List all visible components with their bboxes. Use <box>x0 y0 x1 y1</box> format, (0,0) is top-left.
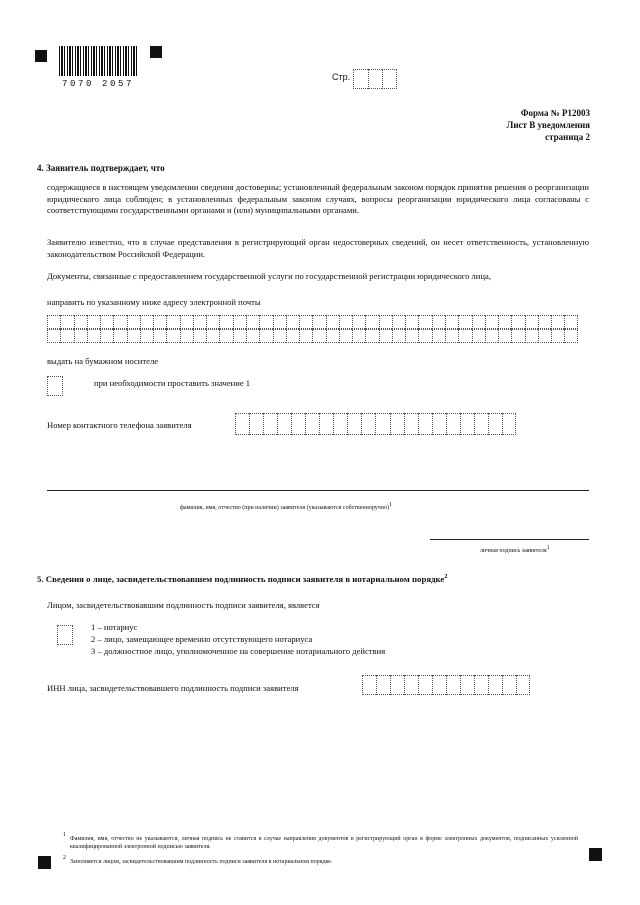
registration-mark-bottom-right <box>589 848 602 861</box>
input-cell[interactable] <box>233 329 246 343</box>
sheet-title: Лист В уведомления <box>506 120 590 130</box>
input-cell[interactable] <box>153 315 166 329</box>
signature-line <box>430 539 589 540</box>
input-cell[interactable] <box>458 329 471 343</box>
input-cell[interactable] <box>379 315 392 329</box>
input-cell[interactable] <box>472 329 485 343</box>
input-cell[interactable] <box>390 675 404 695</box>
input-cell[interactable] <box>273 315 286 329</box>
input-cell[interactable] <box>299 315 312 329</box>
phone-field[interactable] <box>235 413 516 435</box>
input-cell[interactable] <box>219 315 232 329</box>
barcode-number: 7070 2057 <box>62 79 135 89</box>
input-cell[interactable] <box>312 329 325 343</box>
input-cell[interactable] <box>564 329 577 343</box>
input-cell[interactable] <box>362 675 376 695</box>
input-cell[interactable] <box>259 329 272 343</box>
option-substitute: 2 – лицо, замещающее временно отсутствующего нотариуса <box>91 634 313 644</box>
input-cell[interactable] <box>206 329 219 343</box>
input-cell[interactable] <box>538 329 551 343</box>
input-cell[interactable] <box>445 329 458 343</box>
input-cell[interactable] <box>511 329 524 343</box>
input-cell[interactable] <box>502 675 516 695</box>
input-cell[interactable] <box>180 329 193 343</box>
input-cell[interactable] <box>193 315 206 329</box>
input-cell[interactable] <box>235 413 249 435</box>
input-cell[interactable] <box>352 329 365 343</box>
input-cell[interactable] <box>551 315 564 329</box>
input-cell[interactable] <box>339 315 352 329</box>
input-cell[interactable] <box>375 413 389 435</box>
input-cell[interactable] <box>361 413 375 435</box>
person-label: Лицом, засвидетельствовавшим подлинность подписи заявителя, является <box>47 600 320 610</box>
input-cell[interactable] <box>259 315 272 329</box>
input-cell[interactable] <box>405 315 418 329</box>
input-cell[interactable] <box>460 413 474 435</box>
page-title: страница 2 <box>545 132 590 142</box>
input-cell[interactable] <box>516 675 530 695</box>
input-cell[interactable] <box>166 315 179 329</box>
input-cell[interactable] <box>525 329 538 343</box>
input-cell[interactable] <box>166 329 179 343</box>
input-cell[interactable] <box>365 315 378 329</box>
input-cell[interactable] <box>277 413 291 435</box>
input-cell[interactable] <box>140 315 153 329</box>
email-label: направить по указанному ниже адресу электронной почты <box>47 297 261 307</box>
input-cell[interactable] <box>273 329 286 343</box>
input-cell[interactable] <box>74 315 87 329</box>
input-cell[interactable] <box>60 315 73 329</box>
input-cell[interactable] <box>347 413 361 435</box>
name-signature-line <box>47 490 589 491</box>
input-cell[interactable] <box>404 675 418 695</box>
input-cell[interactable] <box>502 413 516 435</box>
footnote-1: Фамилия, имя, отчество не указываются, личная подпись не ставится в случае направления документов в регистрирующий орган в форме электронных документов, подписанных усиленной квалифицированной электронной подписью заявителя. <box>70 836 578 850</box>
input-cell[interactable] <box>319 413 333 435</box>
input-cell[interactable] <box>299 329 312 343</box>
input-cell[interactable] <box>305 413 319 435</box>
input-cell[interactable] <box>446 675 460 695</box>
input-cell[interactable] <box>246 315 259 329</box>
input-cell[interactable] <box>498 315 511 329</box>
input-cell[interactable] <box>488 413 502 435</box>
input-cell[interactable] <box>286 329 299 343</box>
input-cell[interactable] <box>180 315 193 329</box>
section4-paragraph-1: содержащиеся в настоящем уведомлении сведения достоверны; установленный федеральным законом порядок принятия решения о реорганизации юридического лица соблюден; в установленных федеральным законом случаях, вопросы реорганизации юридического лица согласованы с соответствующими государственными органами и (или) муниципальными органами. <box>47 182 589 215</box>
inn-label: ИНН лица, засвидетельствовавшего подлинность подписи заявителя <box>47 683 299 693</box>
input-cell[interactable] <box>113 315 126 329</box>
signature-caption: личная подпись заявителя$^1$ <box>480 545 550 554</box>
input-cell[interactable] <box>326 329 339 343</box>
page-number-field[interactable] <box>353 69 397 89</box>
input-cell[interactable] <box>525 315 538 329</box>
input-cell[interactable] <box>233 315 246 329</box>
paper-hint: при необходимости проставить значение 1 <box>94 378 251 388</box>
input-cell[interactable] <box>418 675 432 695</box>
section4-paragraph-2: Заявителю известно, что в случае представления в регистрирующий орган недостоверных сведений, он несет ответственность, установленную законодательством Российской Федерации. <box>47 237 589 259</box>
name-caption: фамилия, имя, отчество (при наличии) заявителя (указываются собственноручно)$^1$ <box>180 502 392 511</box>
paper-label: выдать на бумажном носителе <box>47 356 159 366</box>
input-cell[interactable] <box>74 329 87 343</box>
input-cell[interactable] <box>474 413 488 435</box>
input-cell[interactable] <box>498 329 511 343</box>
input-cell[interactable] <box>87 329 100 343</box>
input-cell[interactable] <box>390 413 404 435</box>
input-cell[interactable] <box>474 675 488 695</box>
registration-mark-bottom-left <box>38 856 51 869</box>
option-notary: 1 – нотариус <box>91 622 138 632</box>
input-cell[interactable] <box>379 329 392 343</box>
input-cell[interactable] <box>113 329 126 343</box>
input-cell[interactable] <box>352 315 365 329</box>
input-cell[interactable] <box>140 329 153 343</box>
input-cell[interactable] <box>460 675 474 695</box>
input-cell[interactable] <box>564 315 577 329</box>
phone-label: Номер контактного телефона заявителя <box>47 420 192 430</box>
input-cell[interactable] <box>418 413 432 435</box>
input-cell[interactable] <box>127 315 140 329</box>
input-cell[interactable] <box>446 413 460 435</box>
input-cell[interactable] <box>100 329 113 343</box>
page-label: Стр. <box>332 72 351 82</box>
input-cell[interactable] <box>551 329 564 343</box>
input-cell[interactable] <box>127 329 140 343</box>
footnote-1-number: 1 <box>63 832 66 838</box>
input-cell[interactable] <box>485 315 498 329</box>
input-cell[interactable] <box>405 329 418 343</box>
input-cell[interactable] <box>286 315 299 329</box>
section4-heading: 4. Заявитель подтверждает, что <box>37 163 165 173</box>
option-official: 3 – должностное лицо, уполномоченное на совершение нотариального действия <box>91 646 386 656</box>
input-cell[interactable] <box>404 413 418 435</box>
input-cell[interactable] <box>249 413 263 435</box>
input-cell[interactable] <box>206 315 219 329</box>
paper-choice-field[interactable] <box>47 376 63 396</box>
input-cell[interactable] <box>87 315 100 329</box>
input-cell[interactable] <box>458 315 471 329</box>
input-cell[interactable] <box>47 315 60 329</box>
input-cell[interactable] <box>326 315 339 329</box>
input-cell[interactable] <box>432 315 445 329</box>
input-cell[interactable] <box>432 329 445 343</box>
input-cell[interactable] <box>488 675 502 695</box>
input-cell[interactable] <box>312 315 325 329</box>
input-cell[interactable] <box>365 329 378 343</box>
input-cell[interactable] <box>333 413 347 435</box>
input-cell[interactable] <box>445 315 458 329</box>
section4-paragraph-3: Документы, связанные с предоставлением государственной услуги по государственной регистрации юридического лица, <box>47 271 491 281</box>
input-cell[interactable] <box>538 315 551 329</box>
input-cell[interactable] <box>511 315 524 329</box>
input-cell[interactable] <box>246 329 259 343</box>
form-title: Форма № Р12003 <box>520 108 590 118</box>
input-cell[interactable] <box>339 329 352 343</box>
barcode <box>59 46 137 76</box>
input-cell[interactable] <box>153 329 166 343</box>
person-type-field[interactable] <box>57 625 73 645</box>
input-cell[interactable] <box>418 315 431 329</box>
inn-field[interactable] <box>362 675 530 695</box>
input-cell[interactable] <box>392 329 405 343</box>
registration-mark-top-left <box>35 50 47 62</box>
section5-heading: 5. Сведения о лице, засвидетельствовавшем подлинность подписи заявителя в нотариальном порядке$^2$ <box>37 574 448 584</box>
input-cell[interactable] <box>376 675 390 695</box>
input-cell[interactable] <box>432 413 446 435</box>
footnote-2-number: 2 <box>63 855 66 861</box>
email-field-row-2[interactable] <box>47 329 578 343</box>
input-cell[interactable] <box>100 315 113 329</box>
input-cell[interactable] <box>291 413 305 435</box>
input-cell[interactable] <box>418 329 431 343</box>
input-cell[interactable] <box>219 329 232 343</box>
email-field-row-1[interactable] <box>47 315 578 329</box>
input-cell[interactable] <box>392 315 405 329</box>
input-cell[interactable] <box>263 413 277 435</box>
input-cell[interactable] <box>432 675 446 695</box>
footnote-2: Заполняется лицом, засвидетельствовавшим подлинность подписи заявителя в нотариальном порядке. <box>70 859 333 865</box>
registration-mark-top-right <box>150 46 162 58</box>
input-cell[interactable] <box>47 329 60 343</box>
input-cell[interactable] <box>193 329 206 343</box>
input-cell[interactable] <box>485 329 498 343</box>
input-cell[interactable] <box>472 315 485 329</box>
input-cell[interactable] <box>60 329 73 343</box>
